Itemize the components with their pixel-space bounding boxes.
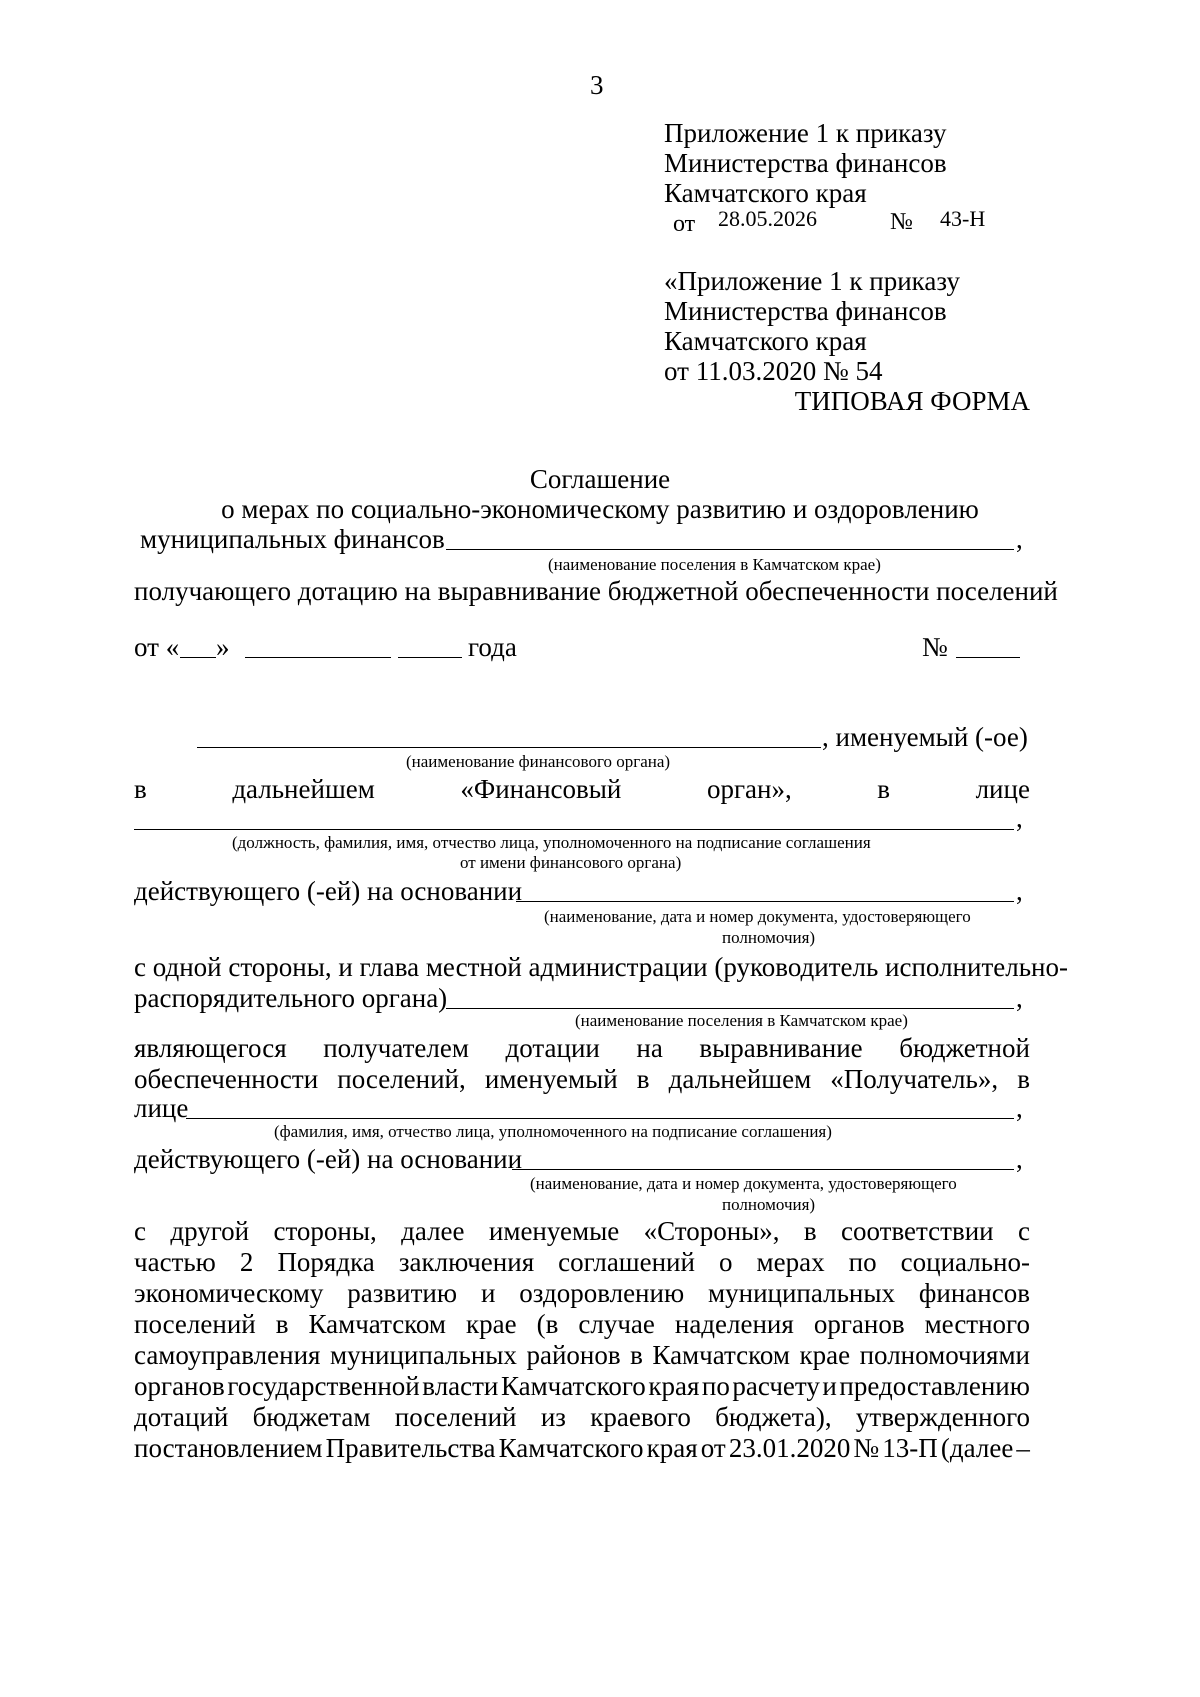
basis-comma-2: , (1016, 1144, 1023, 1174)
date-from: от « (134, 632, 180, 662)
person-name-line (186, 1118, 1014, 1119)
executive-body-text: распорядительного органа) (134, 983, 448, 1013)
paragraph-line (134, 1216, 1030, 1246)
word: бюджетам (252, 1402, 371, 1432)
hint-settlement-name: (наименование поселения в Камчатском крае) (548, 555, 881, 574)
hint-fin-org: (наименование финансового органа) (406, 752, 671, 771)
one-side-text: с одной стороны, и глава местной администрации (руководитель исполнительно- (134, 952, 1068, 982)
word: о (718, 1247, 733, 1277)
word: лице (975, 774, 1030, 804)
appendix-number-sign: № (890, 209, 913, 235)
word: Порядка (277, 1247, 375, 1277)
word: органов (813, 1309, 905, 1339)
word: экономическому (134, 1278, 324, 1308)
agreement-municipal-finances: муниципальных финансов (140, 524, 445, 554)
word: предоставлению (839, 1371, 1030, 1401)
word: дотаций (134, 1402, 229, 1432)
word: наделения (674, 1309, 794, 1339)
word: полномочиями (859, 1340, 1030, 1370)
hint-doc-1b: (наименование, дата и номер документа, удостоверяющего (530, 1174, 957, 1193)
word: обеспеченности (134, 1064, 319, 1094)
paragraph-line (134, 1309, 1030, 1339)
in-person-text: лице (134, 1093, 189, 1123)
page-number: 3 (590, 70, 604, 100)
word: крае (799, 1340, 851, 1370)
person-comma: , (1016, 1093, 1023, 1123)
word: финансов (918, 1278, 1030, 1308)
word: государственной (227, 1371, 420, 1401)
appendix-line1: Приложение 1 к приказу (664, 118, 947, 148)
hint-official-2: от имени финансового органа) (460, 853, 682, 872)
word: (в (536, 1309, 559, 1339)
word: выравнивание (699, 1033, 863, 1063)
word: на (636, 1033, 663, 1063)
word: – (1016, 1433, 1030, 1463)
word: в (1017, 1064, 1030, 1094)
date-quote-close: » (216, 632, 230, 662)
form-label: ТИПОВАЯ ФОРМА (794, 386, 1030, 416)
word: далее (401, 1216, 465, 1246)
acting-basis-2: действующего (-ей) на основании (134, 1144, 523, 1174)
word: «Финансовый (460, 774, 622, 804)
basis-doc-line-2 (512, 1169, 1014, 1170)
word: (далее (940, 1433, 1014, 1463)
agreement-title-line4: получающего дотацию на выравнивание бюджетной обеспеченности поселений (134, 576, 1058, 606)
word: именуемые (488, 1216, 620, 1246)
word: социально- (900, 1247, 1030, 1277)
title-comma: , (1016, 524, 1023, 554)
word: края (648, 1371, 700, 1401)
agreement-number-sign: № (922, 632, 948, 662)
word: поселений (134, 1309, 256, 1339)
word: случае (578, 1309, 655, 1339)
hint-official-1: (должность, фамилия, имя, отчество лица, уполномоченного на подписание соглашения (232, 833, 871, 852)
agreement-subtitle: о мерах по социально-экономическому развитию и оздоровлению (221, 494, 979, 524)
word: поселений (394, 1402, 517, 1432)
word: именуемый (484, 1064, 618, 1094)
word: с (134, 1216, 146, 1246)
word: муниципальных (708, 1278, 895, 1308)
word: и (480, 1278, 496, 1308)
quoted-appendix-line3: Камчатского края (664, 326, 867, 356)
word: 23.01.2020 (728, 1433, 851, 1463)
word: дотации (505, 1033, 600, 1063)
word: 2 (239, 1247, 254, 1277)
basis-doc-line-1 (516, 901, 1014, 902)
executive-comma: , (1016, 983, 1023, 1013)
quoted-appendix-line4: от 11.03.2020 № 54 (664, 356, 883, 386)
word: поселений, (337, 1064, 466, 1094)
word: являющегося (134, 1033, 287, 1063)
word: орган», (706, 774, 792, 804)
word: Камчатского (498, 1433, 644, 1463)
word: дальнейшем (668, 1064, 812, 1094)
hint-doc-2b: полномочия) (722, 1195, 816, 1214)
word: местного (924, 1309, 1030, 1339)
word: в (877, 774, 891, 804)
word: расчету (732, 1371, 820, 1401)
word: частью (134, 1247, 216, 1277)
paragraph-line (134, 1402, 1030, 1432)
word: развитию (347, 1278, 458, 1308)
word: крае (466, 1309, 517, 1339)
word: заключения (398, 1247, 535, 1277)
word: соглашений (558, 1247, 695, 1277)
word: 13-П (882, 1433, 938, 1463)
word: с (1017, 1216, 1030, 1246)
word: из (540, 1402, 566, 1432)
word: постановлением (134, 1433, 323, 1463)
word: «Получатель», (830, 1064, 999, 1094)
word: в (630, 1340, 643, 1370)
appendix-date: 28.05.2026 (718, 206, 817, 231)
agreement-title: Соглашение (529, 464, 671, 494)
word: от (700, 1433, 726, 1463)
date-year: года (468, 632, 517, 662)
word: по (848, 1247, 877, 1277)
day-line (180, 657, 216, 658)
word: «Стороны», (643, 1216, 780, 1246)
word: получателем (323, 1033, 469, 1063)
word: районов (526, 1340, 621, 1370)
acting-basis-1: действующего (-ей) на основании (134, 876, 523, 906)
word: в (275, 1309, 289, 1339)
word: утвержденного (855, 1402, 1030, 1432)
hint-settlement-2: (наименование поселения в Камчатском крае) (575, 1011, 908, 1030)
fin-org-name-line (197, 747, 821, 748)
basis-comma-1: , (1016, 876, 1023, 906)
word: бюджетной (899, 1033, 1030, 1063)
word: Камчатском (652, 1340, 790, 1370)
paragraph-line (134, 1278, 1030, 1308)
official-comma: , (1016, 803, 1023, 833)
year-line (398, 657, 462, 658)
quoted-appendix-line2: Министерства финансов (664, 296, 947, 326)
word: в (803, 1216, 817, 1246)
recipient-line-2 (134, 1064, 1030, 1094)
word: Правительства (325, 1433, 496, 1463)
word: в (134, 774, 147, 804)
official-name-line (134, 829, 1014, 830)
quoted-appendix-line1: «Приложение 1 к приказу (664, 266, 960, 296)
appendix-line3: Камчатского края (664, 178, 867, 208)
word: в (636, 1064, 650, 1094)
paragraph-line (134, 1340, 1030, 1370)
word: Камчатского (500, 1371, 646, 1401)
appendix-date-prefix: от (673, 211, 696, 237)
paragraph-line (134, 1371, 1030, 1401)
word: бюджета), (715, 1402, 832, 1432)
recipient-line-1 (134, 1033, 1030, 1063)
appendix-number: 43-Н (940, 206, 986, 231)
settlement-name-line (446, 549, 1014, 550)
word: оздоровлению (519, 1278, 685, 1308)
word: другой (170, 1216, 250, 1246)
appendix-line2: Министерства финансов (664, 148, 947, 178)
word: власти (422, 1371, 499, 1401)
word: и (822, 1371, 837, 1401)
word: муниципальных (330, 1340, 517, 1370)
word: самоуправления (134, 1340, 321, 1370)
word: края (646, 1433, 698, 1463)
word: краевого (590, 1402, 691, 1432)
word: стороны, (273, 1216, 377, 1246)
word: по (701, 1371, 730, 1401)
hint-person: (фамилия, имя, отчество лица, уполномоченного на подписание соглашения) (274, 1122, 832, 1141)
word: Камчатском (308, 1309, 447, 1339)
paragraph-line (134, 1433, 1030, 1463)
month-line (245, 657, 391, 658)
word: органов (134, 1371, 225, 1401)
word: соответствии (841, 1216, 994, 1246)
word: мерах (756, 1247, 825, 1277)
further-fin-org-line (134, 774, 1030, 804)
named-suffix: , именуемый (-ое) (822, 722, 1028, 752)
word: № (853, 1433, 880, 1463)
hint-doc-2: полномочия) (722, 928, 816, 947)
hint-doc-1: (наименование, дата и номер документа, удостоверяющего (544, 907, 971, 926)
paragraph-line (134, 1247, 1030, 1277)
settlement-name-line-2 (446, 1008, 1014, 1009)
agreement-number-line (956, 657, 1020, 658)
word: дальнейшем (232, 774, 375, 804)
